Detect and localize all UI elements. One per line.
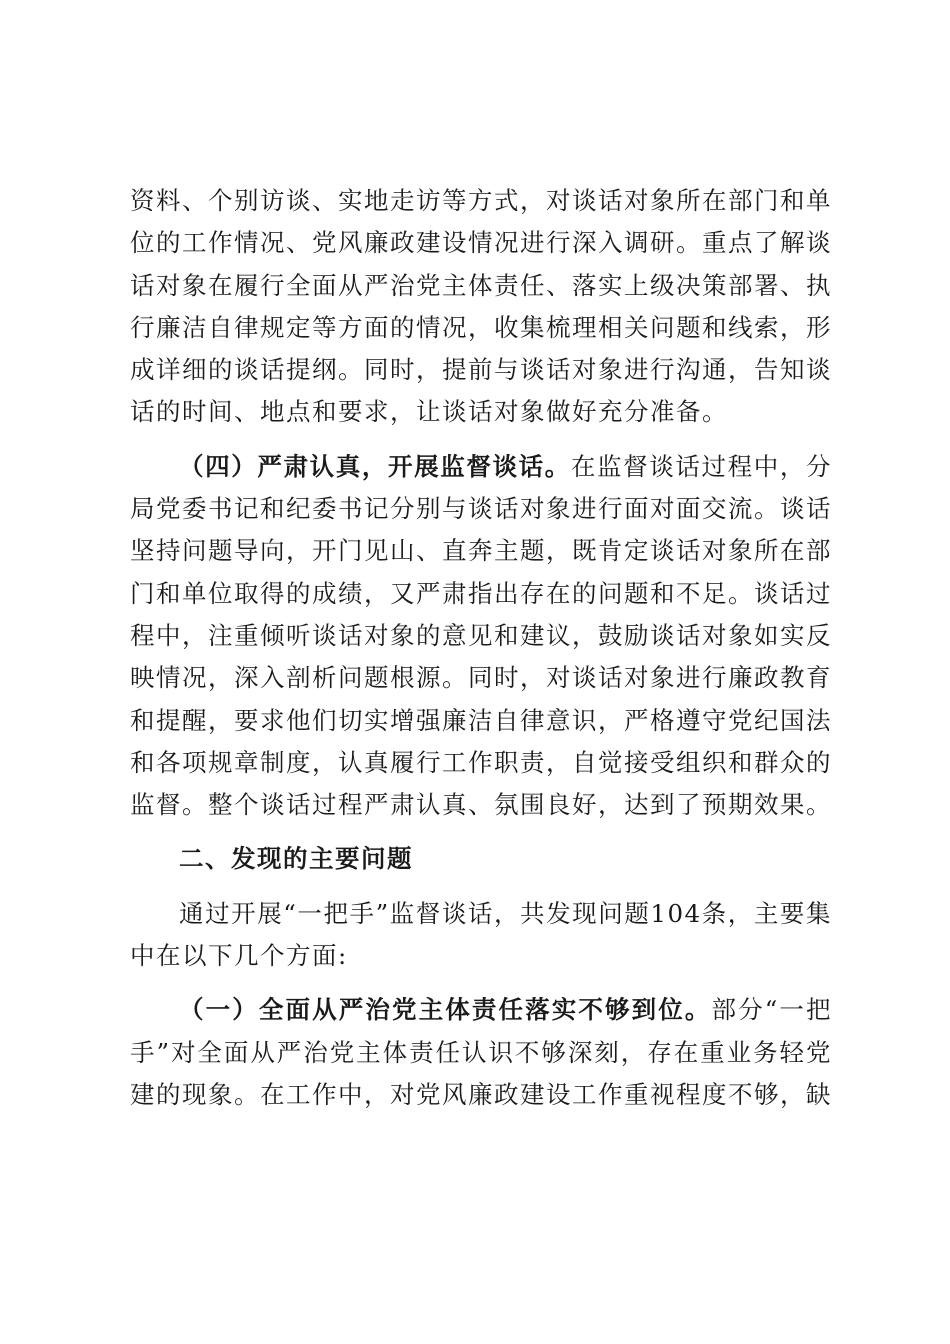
document-body	[130, 180, 832, 1128]
paragraph-text: 在监督谈话过程中，分局党委书记和纪委书记分别与谈话对象进行面对面交流。谈话坚持问题导向，开门见山、直奔主题，既肯定谈话对象所在部门和单位取得的成绩，又严肃指出存在的问题和不足。谈话过程中，注重倾听谈话对象的意见和建议，鼓励谈话对象如实反映情况，深入剖析问题根源。同时，对谈话对象进行廉政教育和提醒，要求他们切实增强廉洁自律意识，严格遵守党纪国法和各项规章制度，认真履行工作职责，自觉接受组织和群众的监督。整个谈话过程严肃认真、氛围良好，达到了预期效果。	[130, 451, 832, 820]
paragraph-text: 通过开展“一把手”监督谈话，共发现问题104条，主要集中在以下几个方面:	[130, 898, 832, 971]
paragraph-supervision-talk	[130, 446, 832, 827]
paragraph-problem-one	[130, 989, 832, 1116]
paragraph-problem-summary	[130, 893, 832, 978]
paragraph-text: 部分“一把手”对全面从严治党主体责任认识不够深刻，存在重业务轻党建的现象。在工作中，对党风廉政建设工作重视程度不够，缺	[130, 995, 833, 1109]
section-heading-main-problems: 二、发现的主要问题	[179, 844, 413, 874]
paragraph-research	[130, 180, 832, 434]
paragraph-lead-heading: （四）严肃认真，开展监督谈话。	[179, 451, 571, 481]
paragraph-text: 资料、个别访谈、实地走访等方式，对谈话对象所在部门和单位的工作情况、党风廉政建设情况进行深入调研。重点了解谈话对象在履行全面从严治党主体责任、落实上级决策部署、执行廉洁自律规定等方面的情况，收集梳理相关问题和线索，形成详细的谈话提纲。同时，提前与谈话对象进行沟通，告知谈话的时间、地点和要求，让谈话对象做好充分准备。	[130, 186, 832, 427]
paragraph-lead-heading: （一）全面从严治党主体责任落实不够到位。	[179, 995, 712, 1025]
